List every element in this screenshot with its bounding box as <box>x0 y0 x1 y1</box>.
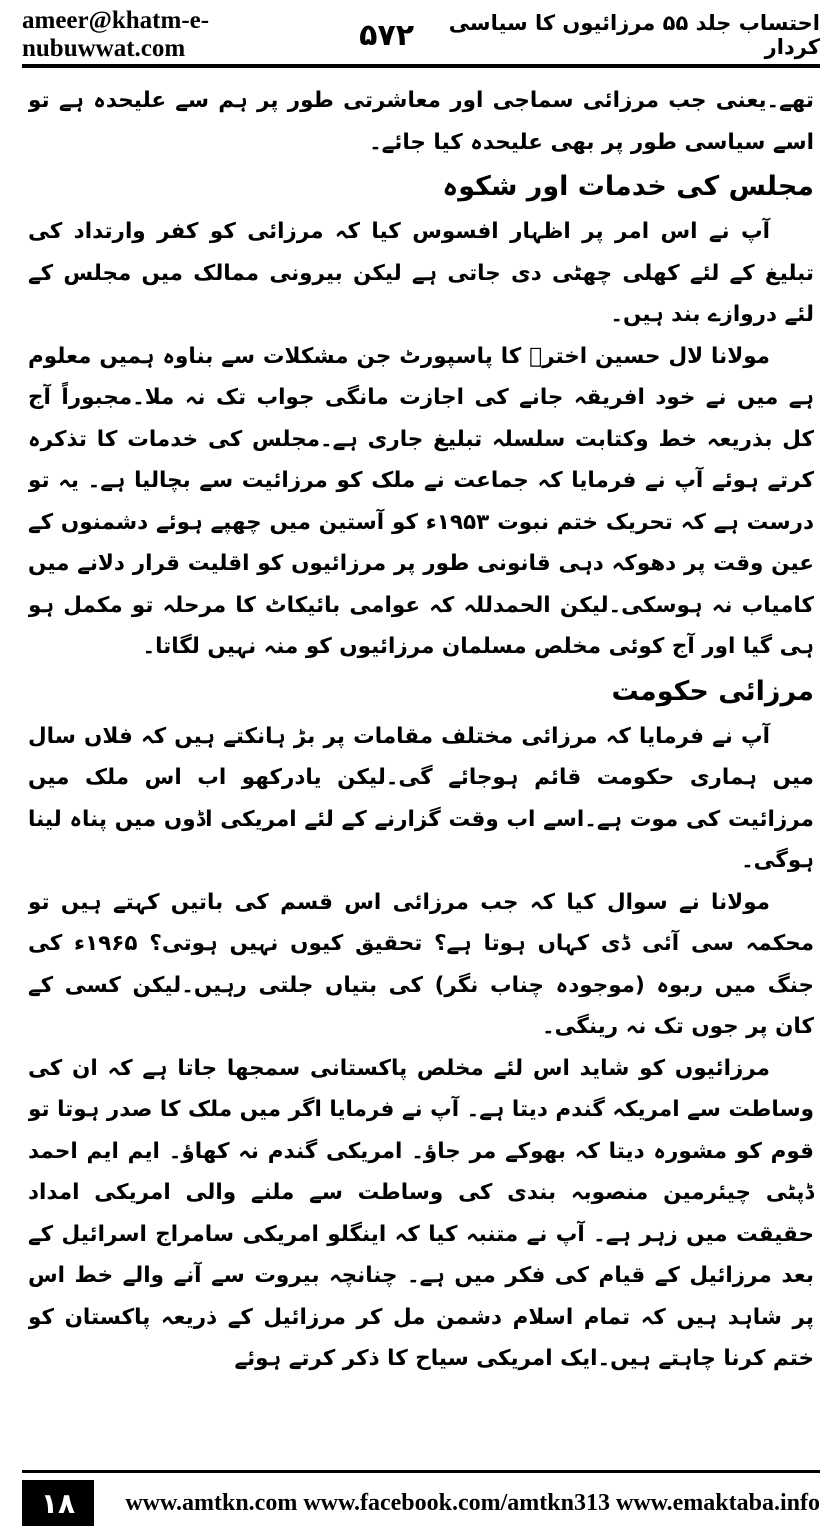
paragraph: تھے۔یعنی جب مرزائی سماجی اور معاشرتی طور پر ہم سے علیحدہ ہے تو اسے سیاسی طور پر بھی علیحدہ کیا جائے۔ <box>28 88 814 155</box>
paragraph: مرزائیوں کو شاید اس لئے مخلص پاکستانی سمجھا جاتا ہے کہ ان کی وساطت سے امریکہ گندم دیتا ہے۔ آپ نے فرمایا اگر میں ملک کا صدر ہوتا تو قوم کو مشورہ دیتا کہ بھوکے مر جاؤ۔ امریکی گندم نہ کھاؤ۔ ایم ایم احمد ڈپٹی چیئرمین منصوبہ بندی کی وساطت سے ملنے والی امریکی امداد حقیقت میں زہر ہے۔ آپ نے متنبہ کیا کہ اینگلو امریکی سامراج اسرائیل کے بعد مرزائیل کے قیام کی فکر میں ہے۔ چنانچہ بیروت سے آنے والے خط اس پر شاہد ہیں کہ تمام اسلام دشمن مل کر مرزائیل کے ذریعہ پاکستان کو ختم کرنا چاہتے ہیں۔ایک امریکی سیاح کا ذکر کرتے ہوئے <box>28 1055 814 1371</box>
footer-links[interactable]: www.amtkn.com www.facebook.com/amtkn313 www.emaktaba.info <box>125 1489 820 1516</box>
header-left <box>22 7 414 63</box>
page-header <box>22 8 820 62</box>
section-heading: مجلس کی خدمات اور شکوہ <box>442 171 814 202</box>
page-body <box>28 80 814 1464</box>
paragraph: مولانا لال حسین اخترؒ کا پاسپورٹ جن مشکلات سے بناوہ ہمیں معلوم ہے میں نے خود افریقہ جانے کی اجازت مانگی جواب تک نہ ملا۔مجبوراً آج کل بذریعہ خط وکتابت سلسلہ تبلیغ جاری ہے۔مجلس کی خدمات کا تذکرہ کرتے ہوئے آپ نے فرمایا کہ جماعت نے ملک کو مرزائیت سے بچالیا ہے۔ یہ تو درست ہے کہ تحریک ختم نبوت ۱۹۵۳ء کو آستین میں چھپے ہوئے دشمنوں کے عین وقت پر دھوکہ دہی قانونی طور پر مرزائیوں کو اقلیت قرار دلانے میں کامیاب نہ ہوسکی۔لیکن الحمدللہ کہ عوامی بائیکاٹ کا مرحلہ تو مکمل ہو ہی گیا اور آج کوئی مخلص مسلمان مرزائیوں کو منہ نہیں لگاتا۔ <box>28 343 814 659</box>
header-email[interactable]: ameer@khatm-e-nubuwwat.com <box>22 7 210 62</box>
header-title: احتساب جلد ۵۵ مرزائیوں کا سیاسی کردار <box>448 11 820 59</box>
footer-rule <box>22 1470 820 1473</box>
paragraph: مولانا نے سوال کیا کہ جب مرزائی اس قسم کی باتیں کہتے ہیں تو محکمہ سی آئی ڈی کہاں ہوتا ہے؟ تحقیق کیوں نہیں ہوتی؟ ۱۹۶۵ء کی جنگ میں ربوہ (موجودہ چناب نگر) کی بتیاں جلتی رہیں۔لیکن کسی کے کان پر جوں تک نہ رینگی۔ <box>28 889 814 1039</box>
header-page-number: ۵۷۲ <box>359 17 415 53</box>
paragraph: آپ نے اس امر پر اظہار افسوس کیا کہ مرزائی کو کفر وارتداد کی تبلیغ کے لئے کھلی چھٹی دی جاتی ہے لیکن بیرونی ممالک میں مجلس کے لئے دروازے بند ہیں۔ <box>28 219 814 327</box>
footer-page-number: ۱۸ <box>22 1480 94 1526</box>
page-footer <box>22 1478 820 1528</box>
paragraph: آپ نے فرمایا کہ مرزائی مختلف مقامات پر بڑ ہانکتے ہیں کہ فلاں سال میں ہماری حکومت قائم ہوجائے گی۔لیکن یادرکھو اب اس ملک میں مرزائیت کی موت ہے۔اسے اب وقت گزارنے کے لئے امریکی اڈوں میں پناہ لینا ہوگی۔ <box>28 723 814 873</box>
section-heading: مرزائی حکومت <box>611 675 814 707</box>
header-rule <box>22 64 820 68</box>
